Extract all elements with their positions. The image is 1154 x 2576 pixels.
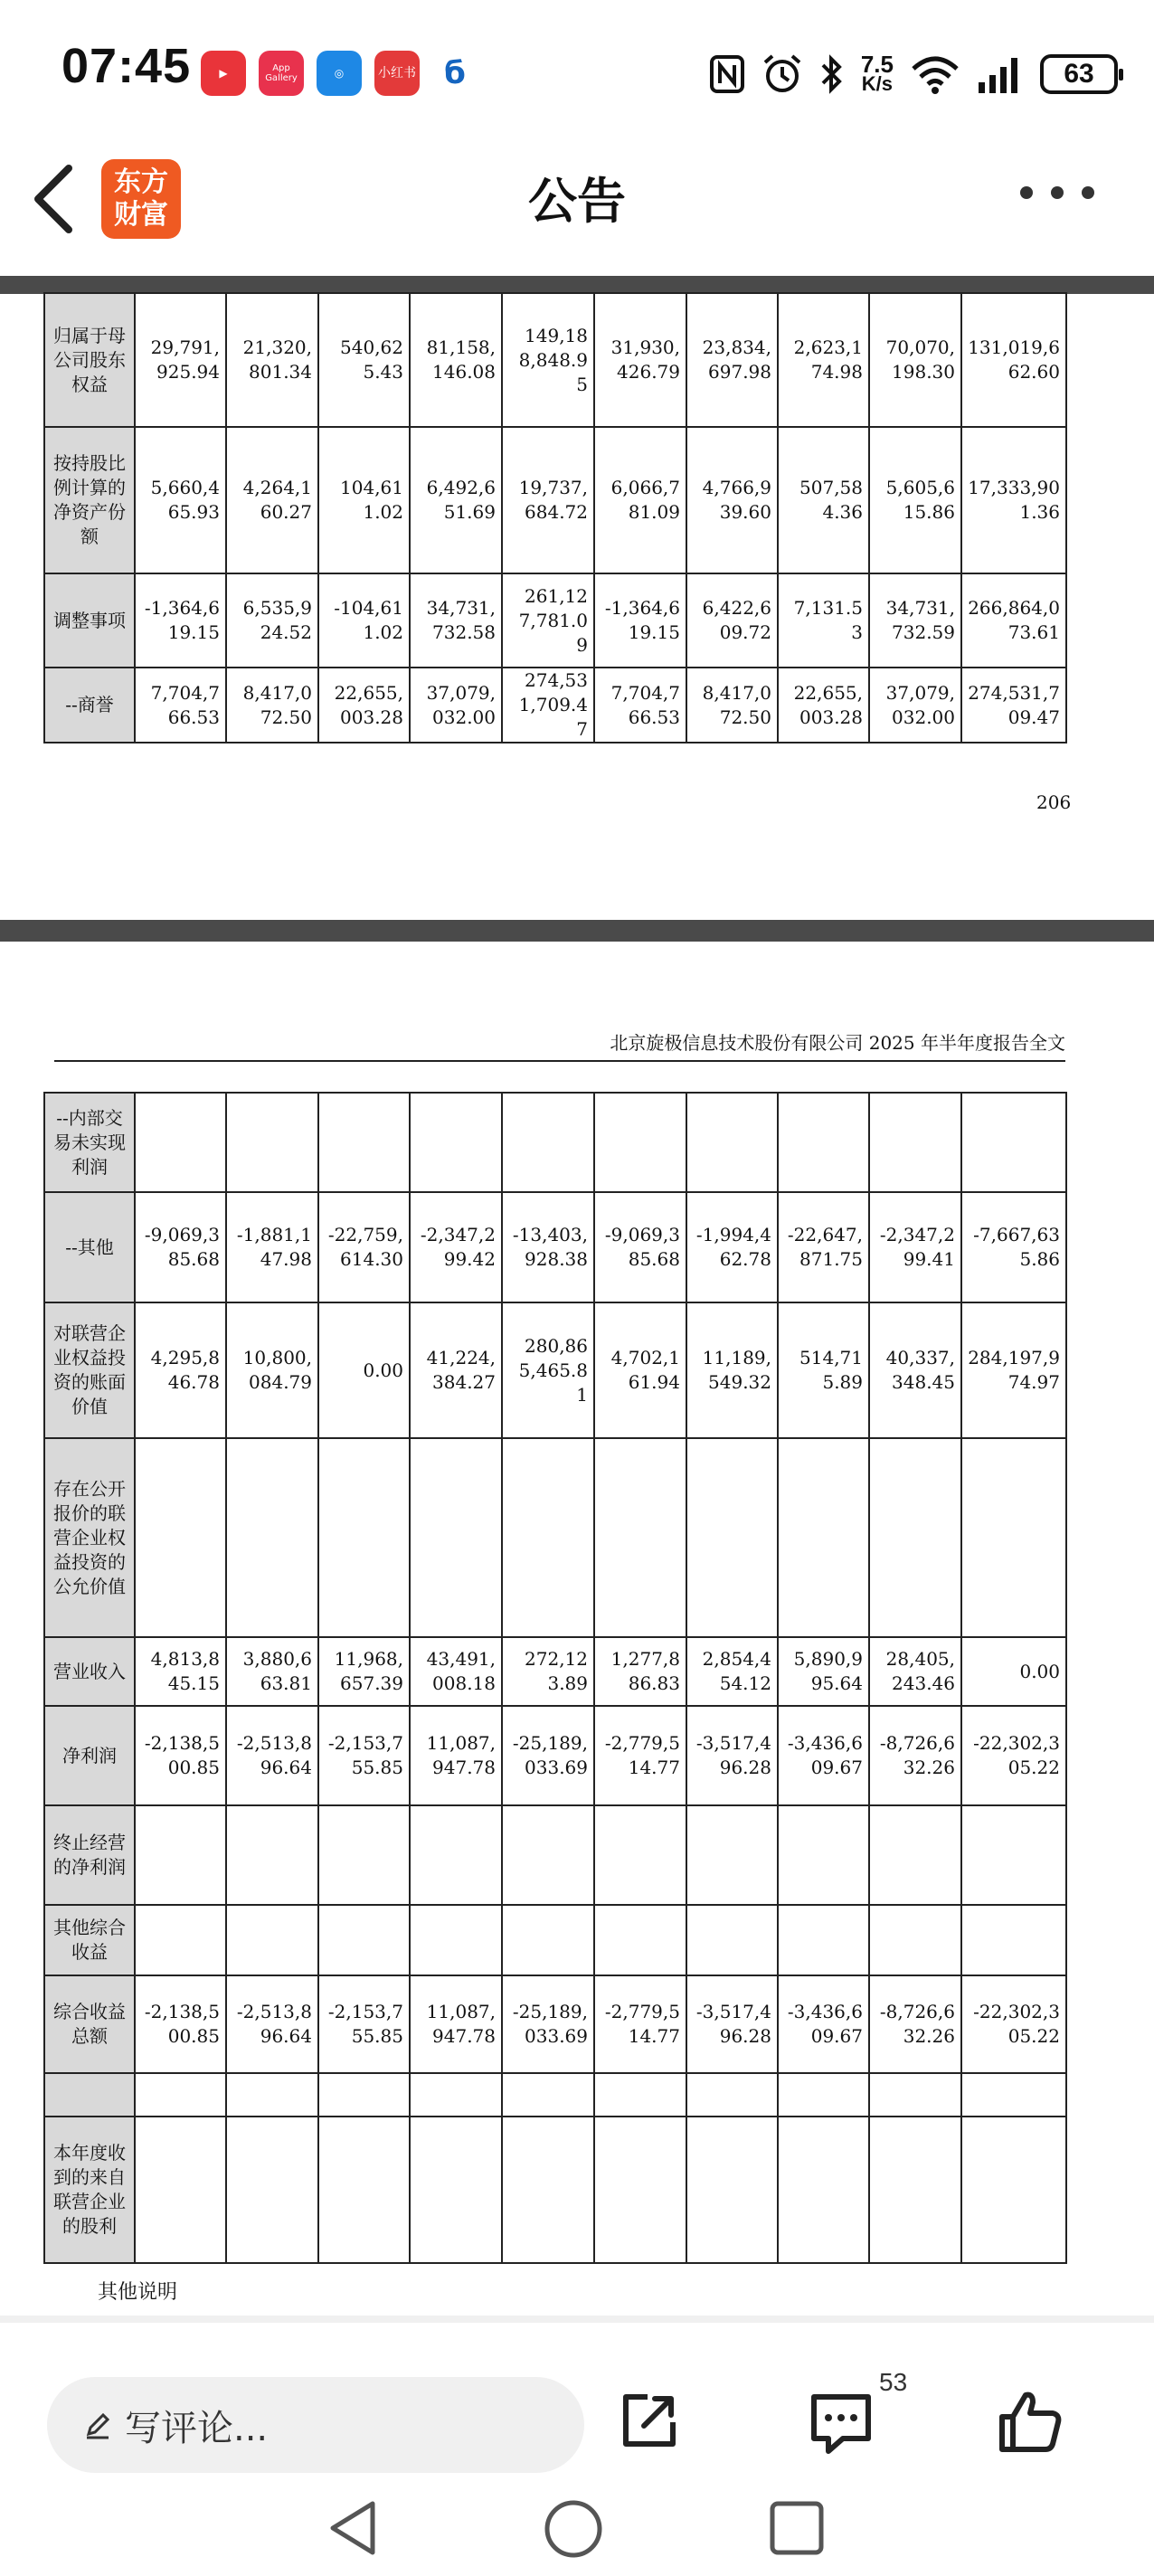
table-cell (961, 1438, 1066, 1637)
table-cell: -2,153,755.85 (318, 1975, 410, 2073)
table-cell (410, 2073, 502, 2117)
table-cell: 6,422,609.72 (686, 573, 778, 668)
table-cell (318, 1093, 410, 1192)
table-cell (135, 1438, 226, 1637)
table-cell (869, 1805, 961, 1905)
table-cell: 37,079,032.00 (410, 668, 502, 743)
table-cell (869, 1093, 961, 1192)
table-cell (318, 1905, 410, 1975)
table-cell: 6,066,781.09 (594, 427, 686, 573)
table-cell: -7,667,635.86 (961, 1192, 1066, 1302)
table-cell: 7,704,766.53 (135, 668, 226, 743)
financial-table-top (43, 292, 1067, 743)
table-cell (226, 1438, 318, 1637)
table-row (44, 1302, 1066, 1438)
table-cell (594, 1805, 686, 1905)
table-cell: 280,865,465.81 (502, 1302, 594, 1438)
table-cell: 131,019,662.60 (961, 293, 1066, 427)
table-cell (410, 1093, 502, 1192)
table-cell: 23,834,697.98 (686, 293, 778, 427)
table-cell (594, 1093, 686, 1192)
table-cell: 28,405,243.46 (869, 1637, 961, 1706)
share-icon[interactable] (617, 2390, 680, 2453)
table-cell: 81,158,146.08 (410, 293, 502, 427)
table-cell: -22,647,871.75 (778, 1192, 869, 1302)
signal-icon (977, 55, 1024, 93)
table-cell (686, 1805, 778, 1905)
table-cell (961, 2073, 1066, 2117)
table-cell: 43,491,008.18 (410, 1637, 502, 1706)
table-cell: -22,302,305.22 (961, 1706, 1066, 1805)
table-cell: 4,766,939.60 (686, 427, 778, 573)
table-cell (226, 1093, 318, 1192)
table-cell (135, 1093, 226, 1192)
status-bar (0, 0, 1154, 149)
xiaohongshu-icon: 小红书 (374, 51, 420, 96)
app-gallery-icon: App Gallery (259, 51, 304, 96)
table-cell (869, 2117, 961, 2263)
table-cell (686, 2117, 778, 2263)
table-cell (318, 2117, 410, 2263)
row-label: 其他综合收益 (44, 1905, 135, 1975)
table-cell: -1,994,462.78 (686, 1192, 778, 1302)
clock: 07:45 (61, 39, 192, 93)
table-cell (502, 1093, 594, 1192)
row-label: 综合收益总额 (44, 1975, 135, 2073)
table-cell (226, 2073, 318, 2117)
row-label (44, 2073, 135, 2117)
table-cell: -1,364,619.15 (594, 573, 686, 668)
table-cell (686, 1093, 778, 1192)
like-icon[interactable] (997, 2388, 1064, 2455)
table-cell: -8,726,632.26 (869, 1975, 961, 2073)
table-cell: 0.00 (318, 1302, 410, 1438)
table-row (44, 573, 1066, 668)
table-cell: -3,517,496.28 (686, 1975, 778, 2073)
row-label: 存在公开报价的联营企业权益投资的公允价值 (44, 1438, 135, 1637)
table-cell (502, 2117, 594, 2263)
table-cell: 22,655,003.28 (778, 668, 869, 743)
table-cell: -13,403,928.38 (502, 1192, 594, 1302)
table-cell: 7,131.53 (778, 573, 869, 668)
table-cell (135, 1805, 226, 1905)
row-label: 营业收入 (44, 1637, 135, 1706)
table-cell: 4,813,845.15 (135, 1637, 226, 1706)
table-row (44, 2073, 1066, 2117)
table-cell: 41,224,384.27 (410, 1302, 502, 1438)
table-cell: -2,347,299.42 (410, 1192, 502, 1302)
row-label: 按持股比例计算的净资产份额 (44, 427, 135, 573)
table-cell: 5,660,465.93 (135, 427, 226, 573)
row-label: 对联营企业权益投资的账面价值 (44, 1302, 135, 1438)
row-label: 净利润 (44, 1706, 135, 1805)
table-cell: -2,347,299.41 (869, 1192, 961, 1302)
table-cell (318, 1805, 410, 1905)
row-label: 终止经营的净利润 (44, 1805, 135, 1905)
table-cell (778, 2117, 869, 2263)
content-end-divider (0, 2316, 1154, 2323)
table-row (44, 1706, 1066, 1805)
table-cell: 6,535,924.52 (226, 573, 318, 668)
row-label: --其他 (44, 1192, 135, 1302)
table-cell: 2,623,174.98 (778, 293, 869, 427)
table-cell (318, 2073, 410, 2117)
table-cell: 4,264,160.27 (226, 427, 318, 573)
table-row (44, 1192, 1066, 1302)
table-cell: 5,890,995.64 (778, 1637, 869, 1706)
table-row (44, 293, 1066, 427)
table-cell (502, 1438, 594, 1637)
table-cell: 274,531,709.47 (961, 668, 1066, 743)
financial-table-bottom (43, 1092, 1067, 2264)
pencil-icon (83, 2410, 112, 2439)
comments-icon[interactable] (807, 2391, 875, 2457)
table-cell: 40,337,348.45 (869, 1302, 961, 1438)
row-label: 归属于母公司股东权益 (44, 293, 135, 427)
table-cell: -1,881,147.98 (226, 1192, 318, 1302)
table-cell: -2,779,514.77 (594, 1706, 686, 1805)
table-cell: 272,123.89 (502, 1637, 594, 1706)
table-cell (686, 1905, 778, 1975)
table-cell (226, 1905, 318, 1975)
comment-input[interactable] (47, 2377, 584, 2473)
table-cell: -1,364,619.15 (135, 573, 226, 668)
table-cell: 21,320,801.34 (226, 293, 318, 427)
table-cell: 19,737,684.72 (502, 427, 594, 573)
table-cell: 2,854,454.12 (686, 1637, 778, 1706)
table-cell: 514,715.89 (778, 1302, 869, 1438)
table-row (44, 1637, 1066, 1706)
table-cell: -104,611.02 (318, 573, 410, 668)
table-cell: 37,079,032.00 (869, 668, 961, 743)
app-icon-5: б (432, 51, 478, 96)
table-cell (961, 1905, 1066, 1975)
table-cell: -22,759,614.30 (318, 1192, 410, 1302)
table-cell: 5,605,615.86 (869, 427, 961, 573)
table-cell: 11,968,657.39 (318, 1637, 410, 1706)
table-cell: 3,880,663.81 (226, 1637, 318, 1706)
row-label: --内部交易未实现利润 (44, 1093, 135, 1192)
table-cell: 284,197,974.97 (961, 1302, 1066, 1438)
table-row (44, 668, 1066, 743)
table-row (44, 1905, 1066, 1975)
app-icon-3: ◎ (317, 51, 362, 96)
table-cell (961, 1093, 1066, 1192)
table-cell (410, 2117, 502, 2263)
bluetooth-icon (819, 53, 845, 95)
comment-count-badge: 53 (879, 2368, 908, 2396)
table-cell: 266,864,073.61 (961, 573, 1066, 668)
row-label: 调整事项 (44, 573, 135, 668)
table-cell: 540,625.43 (318, 293, 410, 427)
table-cell: 31,930,426.79 (594, 293, 686, 427)
table-row (44, 1805, 1066, 1905)
table-cell (594, 2073, 686, 2117)
row-label: --商誉 (44, 668, 135, 743)
table-cell: -9,069,385.68 (135, 1192, 226, 1302)
wifi-icon (910, 54, 960, 94)
table-cell: 6,492,651.69 (410, 427, 502, 573)
table-cell (226, 2117, 318, 2263)
battery-indicator: 63 (1040, 54, 1118, 94)
page-separator (0, 920, 1154, 942)
table-cell (778, 1905, 869, 1975)
table-cell: 149,188,848.95 (502, 293, 594, 427)
table-cell: -22,302,305.22 (961, 1975, 1066, 2073)
table-cell: 34,731,732.58 (410, 573, 502, 668)
dot-icon (1051, 186, 1064, 199)
system-icons (709, 45, 1118, 103)
table-cell: 34,731,732.59 (869, 573, 961, 668)
table-cell: 22,655,003.28 (318, 668, 410, 743)
document-header: 北京旋极信息技术股份有限公司 2025 年半年度报告全文 (54, 1028, 1065, 1062)
table-cell (869, 1438, 961, 1637)
table-cell: -8,726,632.26 (869, 1706, 961, 1805)
dot-icon (1020, 186, 1033, 199)
table-cell (594, 1438, 686, 1637)
table-cell (778, 2073, 869, 2117)
table-row (44, 1438, 1066, 1637)
table-cell (502, 2073, 594, 2117)
table-cell (410, 1438, 502, 1637)
table-cell: 4,295,846.78 (135, 1302, 226, 1438)
table-cell: 11,087,947.78 (410, 1975, 502, 2073)
table-cell (135, 2117, 226, 2263)
table-cell: 507,584.36 (778, 427, 869, 573)
table-cell (869, 1905, 961, 1975)
table-cell: -2,513,896.64 (226, 1975, 318, 2073)
app-icon-1: ▶ (201, 51, 246, 96)
comment-placeholder: 写评论... (125, 2407, 269, 2449)
other-description: 其他说明 (98, 2281, 178, 2304)
table-cell: -9,069,385.68 (594, 1192, 686, 1302)
page-separator (0, 276, 1154, 294)
more-options-button[interactable] (1020, 186, 1094, 199)
table-row (44, 1975, 1066, 2073)
table-cell: 261,127,781.09 (502, 573, 594, 668)
table-cell (778, 1805, 869, 1905)
table-cell: 274,531,709.47 (502, 668, 594, 743)
table-cell: -25,189,033.69 (502, 1975, 594, 2073)
table-row (44, 1093, 1066, 1192)
table-cell (961, 2117, 1066, 2263)
table-cell: -3,436,609.67 (778, 1975, 869, 2073)
dot-icon (1082, 186, 1094, 199)
table-cell (778, 1093, 869, 1192)
table-cell: 7,704,766.53 (594, 668, 686, 743)
table-cell (686, 1438, 778, 1637)
table-cell (135, 1905, 226, 1975)
nav-back-icon[interactable] (326, 2498, 380, 2558)
table-cell: -3,436,609.67 (778, 1706, 869, 1805)
table-cell (502, 1805, 594, 1905)
table-cell (869, 2073, 961, 2117)
nfc-icon (709, 54, 745, 94)
table-cell (594, 2117, 686, 2263)
page-title: 公告 (528, 173, 626, 230)
table-row (44, 2117, 1066, 2263)
table-cell (961, 1805, 1066, 1905)
page-number: 206 (1036, 791, 1072, 813)
eastmoney-logo: 东方财富 (101, 159, 181, 239)
table-cell: 0.00 (961, 1637, 1066, 1706)
table-cell: 10,800,084.79 (226, 1302, 318, 1438)
table-cell: 11,189,549.32 (686, 1302, 778, 1438)
table-cell (778, 1438, 869, 1637)
nav-home-icon[interactable] (543, 2498, 604, 2560)
system-navigation-bar (0, 2478, 1154, 2576)
table-cell: -2,138,500.85 (135, 1706, 226, 1805)
table-cell (502, 1905, 594, 1975)
table-cell (135, 2073, 226, 2117)
table-cell (410, 1905, 502, 1975)
table-cell (410, 1805, 502, 1905)
table-cell: 104,611.02 (318, 427, 410, 573)
table-row (44, 427, 1066, 573)
table-cell: -3,517,496.28 (686, 1706, 778, 1805)
row-label: 本年度收到的来自联营企业的股利 (44, 2117, 135, 2263)
table-cell: 70,070,198.30 (869, 293, 961, 427)
network-speed: 7.5 K/s (860, 51, 894, 95)
table-cell (686, 2073, 778, 2117)
table-cell: 11,087,947.78 (410, 1706, 502, 1805)
table-cell: 1,277,886.83 (594, 1637, 686, 1706)
table-cell (226, 1805, 318, 1905)
table-cell: -2,138,500.85 (135, 1975, 226, 2073)
table-cell: -2,153,755.85 (318, 1706, 410, 1805)
table-cell: -2,513,896.64 (226, 1706, 318, 1805)
alarm-icon (761, 53, 803, 95)
table-cell: -25,189,033.69 (502, 1706, 594, 1805)
table-cell (594, 1905, 686, 1975)
table-cell (318, 1438, 410, 1637)
table-cell: -2,779,514.77 (594, 1975, 686, 2073)
table-cell: 8,417,072.50 (226, 668, 318, 743)
table-cell: 29,791,925.94 (135, 293, 226, 427)
nav-recents-icon[interactable] (769, 2500, 825, 2556)
table-cell: 8,417,072.50 (686, 668, 778, 743)
table-cell: 4,702,161.94 (594, 1302, 686, 1438)
document-viewer[interactable] (0, 276, 1154, 2323)
table-cell: 17,333,901.36 (961, 427, 1066, 573)
